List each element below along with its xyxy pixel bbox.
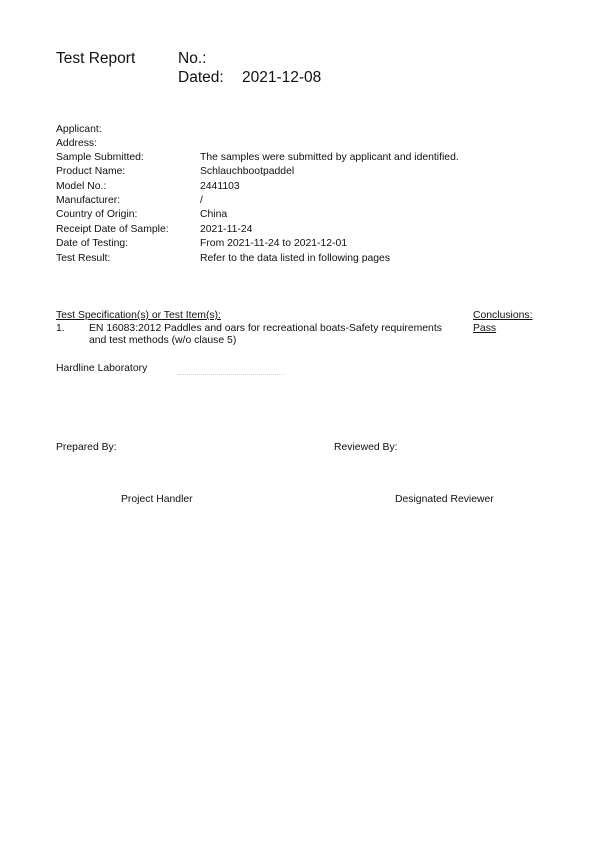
test-spec-item-text-line2: and test methods (w/o clause 5) — [89, 335, 237, 346]
field-label-receipt-date: Receipt Date of Sample: — [56, 224, 169, 235]
field-value-receipt-date: 2021-11-24 — [200, 224, 253, 235]
field-label-sample-submitted: Sample Submitted: — [56, 152, 144, 163]
dated-label: Dated: — [178, 69, 224, 86]
field-value-model-no: 2441103 — [200, 181, 240, 192]
prepared-by-label: Prepared By: — [56, 442, 117, 453]
report-title: Test Report — [56, 50, 136, 67]
field-label-country-of-origin: Country of Origin: — [56, 209, 138, 220]
field-value-manufacturer: / — [200, 195, 203, 206]
test-spec-item-text-line1: EN 16083:2012 Paddles and oars for recreational boats-Safety requirements — [89, 323, 442, 334]
field-label-model-no: Model No.: — [56, 181, 107, 192]
field-label-manufacturer: Manufacturer: — [56, 195, 121, 206]
field-value-sample-submitted: The samples were submitted by applicant and identified. — [200, 152, 459, 163]
test-spec-item-conclusion: Pass — [473, 323, 497, 334]
reviewed-by-label: Reviewed By: — [334, 442, 398, 453]
prepared-by-role: Project Handler — [121, 494, 193, 505]
reviewed-by-role: Designated Reviewer — [395, 494, 494, 505]
field-label-product-name: Product Name: — [56, 166, 126, 177]
laboratory-signature-line — [178, 374, 284, 375]
conclusions-heading: Conclusions: — [473, 310, 533, 321]
dated-value: 2021-12-08 — [242, 69, 322, 86]
field-value-country-of-origin: China — [200, 209, 228, 220]
field-value-product-name: Schlauchbootpaddel — [200, 166, 295, 177]
field-label-date-of-testing: Date of Testing: — [56, 238, 129, 249]
test-spec-item-number: 1. — [56, 323, 65, 334]
field-value-test-result: Refer to the data listed in following pages — [200, 253, 391, 264]
report-number-label: No.: — [178, 50, 207, 67]
field-label-address: Address: — [56, 138, 98, 149]
field-label-test-result: Test Result: — [56, 253, 111, 264]
field-label-applicant: Applicant: — [56, 124, 102, 135]
field-value-date-of-testing: From 2021-11-24 to 2021-12-01 — [200, 238, 348, 249]
laboratory-name: Hardline Laboratory — [56, 363, 148, 374]
test-spec-heading: Test Specification(s) or Test Item(s): — [56, 310, 221, 321]
